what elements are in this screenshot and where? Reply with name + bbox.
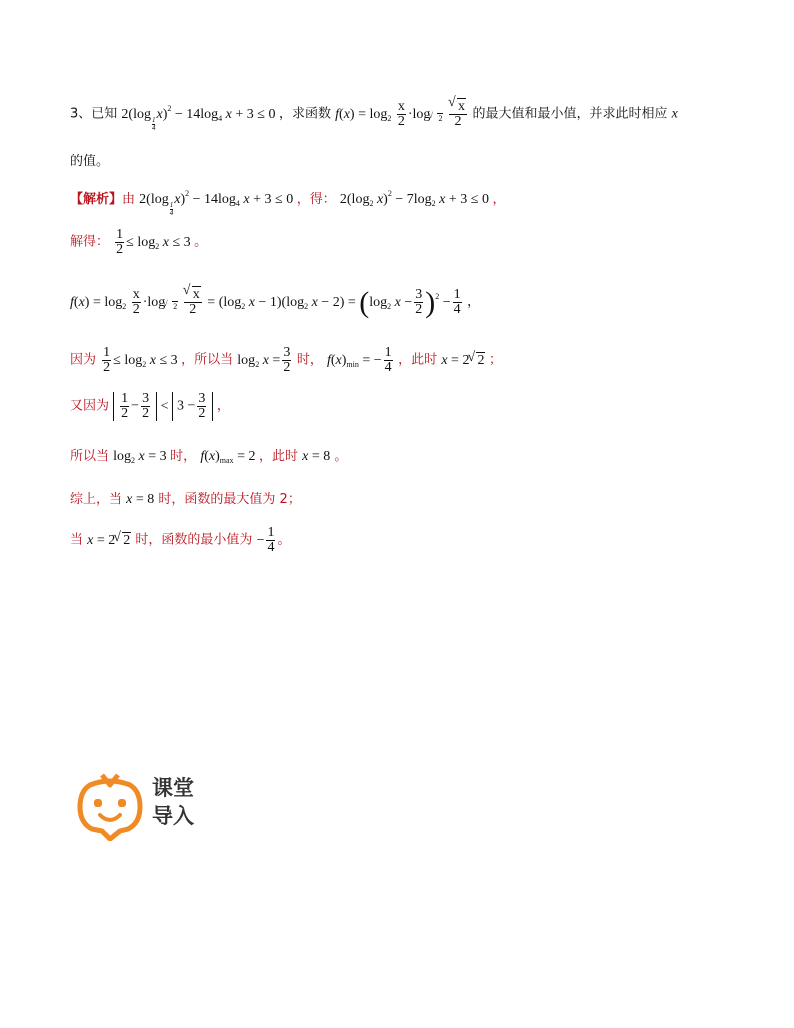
- logo-line-2: 导入: [152, 804, 194, 828]
- solution-line-3: $f(x) = \log_2$ $\frac{x}{2}$ ·log√ $_2$ √ $\frac{x}{2}$ = ($\log_2$ $x - 1)(\log_2$ $x - 2) = (\log_2$ x − $\frac{3}{2}$ )$^2$ − $\frac{1}{4}$ ，: [70, 288, 480, 317]
- min-condition-formula: $\log_2 x$ = $\frac{3}{2}$: [237, 345, 291, 375]
- logo-title: [152, 774, 194, 830]
- solution-line-6: 所以当 $\log_2 x = 3$ 时， $f(x)_{max} = 2$ ，此时 x = 8 。: [70, 449, 348, 465]
- min-value-formula: $f(x)_{min}$ = − $\frac{1}{4}$: [326, 345, 392, 375]
- solution-transformed-formula: $2(\log_2$ $x)^2 - 7\log_2$ x + 3 ≤ 0: [339, 189, 489, 208]
- problem-line-2: [70, 150, 109, 169]
- abs-compare-formula: $\frac{1}{2}$ − $\frac{3}{2}$ < 3 − $\frac{3}{2}$: [113, 399, 217, 414]
- function-formula: $f(x) = \log_2$ $\frac{x}{2}$ ·log√ $_2$ √ $\frac{x}{2}$: [335, 107, 472, 122]
- logo-line-1: 课堂: [152, 776, 194, 800]
- solution-then: ，此时: [398, 352, 438, 368]
- solution-also: 又因为: [70, 398, 110, 414]
- solution-line-2: 解得： $\frac{1}{2}$ ≤ $\log_2 x \le 3$ 。: [70, 227, 208, 257]
- solution-so-when: ，所以当: [181, 352, 234, 368]
- solution-tag: 【解析】: [70, 192, 123, 207]
- solution-comma: ，: [216, 398, 230, 414]
- max-x-formula: x = 8: [302, 449, 331, 464]
- summary-x8: x = 8: [126, 492, 155, 507]
- max-condition-formula: $\log_2 x = 3$: [113, 449, 167, 465]
- summary-line-2: 当 x = 2√ 2 时，函数的最小值为 − $\frac{1}{4}$ 。: [70, 526, 291, 555]
- chat-bubble-logo-icon: [76, 773, 144, 841]
- solution-semi: ；: [488, 352, 502, 368]
- summary-min-value: − $\frac{1}{4}$: [256, 525, 275, 555]
- solution-got: ，得：: [296, 192, 336, 207]
- solution-line-5: [70, 392, 230, 421]
- summary-c: 当: [70, 532, 84, 548]
- solution-when: 时，: [296, 352, 323, 368]
- solution-period: 。: [334, 449, 348, 464]
- solution-condition-formula: 2(log $\frac{1}{4}$ $x)^2 - 14\log_4$ x + 3 ≤ 0: [139, 189, 294, 217]
- max-value-formula: $f(x)_{max} = 2$: [200, 449, 256, 465]
- condition-tail: ，求函数: [278, 106, 331, 122]
- problem-ask: 的最大值和最小值，并求此时相应: [472, 106, 668, 122]
- solution-line-4: [70, 346, 502, 375]
- solution-so-when-2: 所以当: [70, 449, 110, 464]
- problem-number: 3、已知: [70, 106, 118, 122]
- solution-because: 因为: [70, 352, 97, 368]
- solution-step1: 解得：: [70, 234, 110, 250]
- function-expansion-formula: $f(x) = \log_2$ $\frac{x}{2}$ ·log√ $_2$ √ $\frac{x}{2}$ = ($\log_2$ $x - 1)(\log_2$ $x - 2) = (\log_2$ x − $\frac{3}{2}$ )$^2$ − $\frac{1}{4}$: [70, 295, 467, 310]
- summary-b: 时，函数的最大值为 2；: [158, 492, 301, 507]
- log-range-formula: $\frac{1}{2}$ ≤ $\log_2 x \le 3$: [116, 227, 191, 257]
- summary-x-min: x = 2√ 2: [87, 533, 131, 548]
- problem-ask-var: x: [671, 106, 678, 122]
- problem-ask-tail: 的值。: [70, 154, 110, 169]
- summary-line-1: [70, 488, 301, 508]
- solution-by: 由: [122, 192, 136, 207]
- summary-a: 综上，当: [70, 492, 123, 507]
- condition-formula: 2(log $\frac{1}{4}$ $x)^2 - 14\log_4$ x + 3 ≤ 0: [121, 103, 276, 132]
- range-formula-2: $\frac{1}{2}$ ≤ $\log_2 x \le 3$: [103, 345, 178, 375]
- solution-line-1: 【解析】由 2(log $\frac{1}{4}$ $x)^2 - 14\log_4$ x + 3 ≤ 0 ，得： $2(\log_2$ $x)^2 - 7\log_2$ x + 3 ≤ 0 ，: [70, 189, 506, 217]
- min-x-formula: x = 2√ 2: [441, 353, 489, 368]
- problem-line-1: [70, 100, 678, 132]
- summary-d: 时，函数的最小值为: [135, 532, 253, 548]
